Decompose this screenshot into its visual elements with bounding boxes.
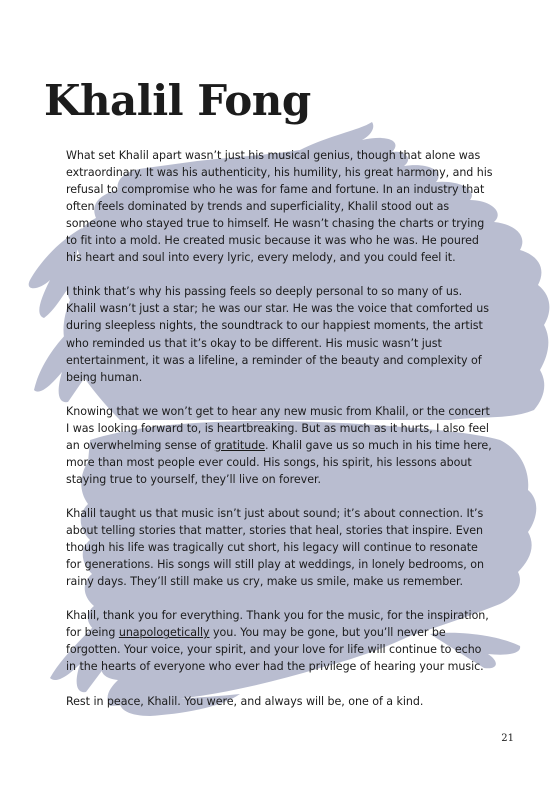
paragraph-3: [66, 403, 494, 488]
paragraph-1: What set Khalil apart wasn’t just his musical genius, though that alone was extraordinary. It was his authenticity, his humility, his great harmony, and his refusal to compromise who he was for fame and fortune. In an industry that often feels dominated by trends and superficiality, Khalil stood out as someone who stayed true to himself. He wasn’t chasing the charts or trying to fit into a mold. He created music because it was who he was. He poured his heart and soul into every lyric, every melody, and you could feel it.: [66, 149, 493, 265]
paragraph-6: Rest in peace, Khalil. You were, and always will be, one of a kind.: [66, 694, 424, 708]
paragraph-3-text-end: . Khalil gave us so much in his time here, more than most people ever could. His songs, his spirit, his lessons about staying true to yourself, they’ll live on forever.: [66, 438, 492, 486]
paragraph-4: Khalil taught us that music isn’t just about sound; it’s about connection. It’s about telling stories that matter, stories that heal, stories that inspire. Even though his life was tragically cut short, his legacy will continue to resonate for generations. His songs will still play at weddings, in lonely bedrooms, on rainy days. They’ll still make us cry, make us smile, make us remember.: [66, 506, 484, 589]
underlined-word-gratitude: gratitude: [214, 438, 265, 452]
paragraph-5-text-start: Khalil, thank you for everything. Thank you for the music, for the inspiration, for being: [66, 609, 489, 640]
paragraph-3-text-start: Knowing that we won’t get to hear any new music from Khalil, or the concert I was looking forward to, is heartbreaking. But as much as it hurts, I also feel an overwhelming sense of: [66, 404, 490, 452]
underlined-word-unapologetically: unapologetically: [118, 626, 210, 640]
body-text: [66, 147, 494, 727]
page-number: 21: [501, 733, 514, 744]
page-title: Khalil Fong: [44, 76, 311, 125]
paragraph-2: I think that’s why his passing feels so deeply personal to so many of us. Khalil wasn’t just a star; he was our star. He was the voice that comforted us during sleepless nights, the soundtrack to our happiest moments, the artist who reminded us that it’s okay to be different. His music wasn’t just entertainment, it was a lifeline, a reminder of the beauty and complexity of being human.: [66, 285, 489, 384]
paragraph-5: [66, 607, 494, 675]
paragraph-5-text-end: you. You may be gone, but you’ll never be forgotten. Your voice, your spirit, and your love for life will continue to echo in the hearts of everyone who ever had the privilege of hearing your music.: [66, 626, 484, 674]
